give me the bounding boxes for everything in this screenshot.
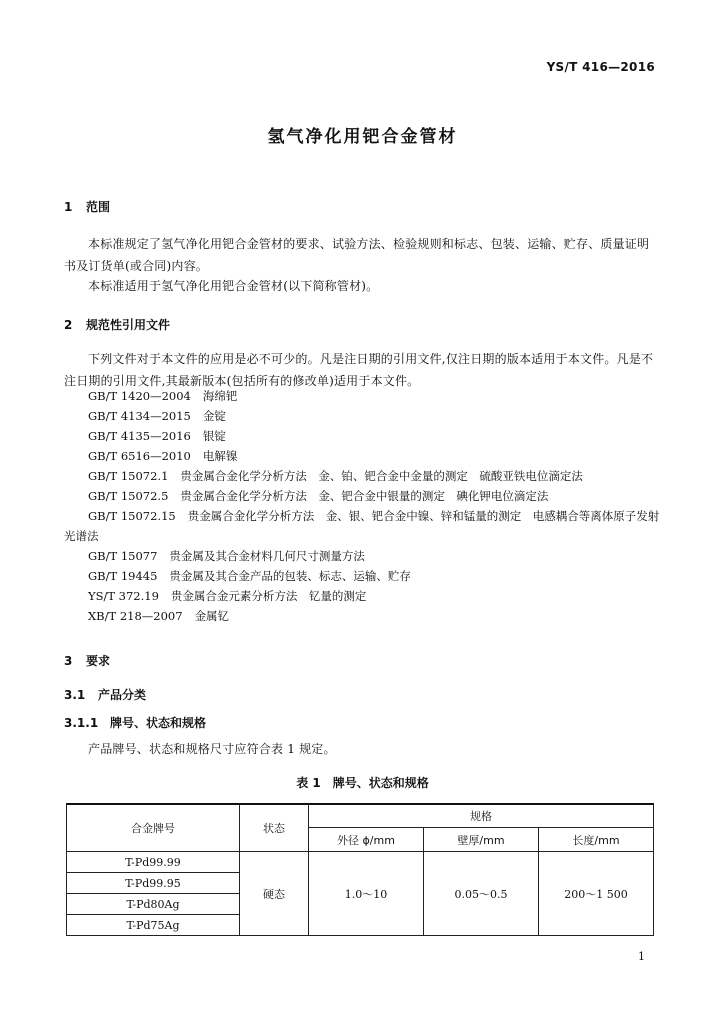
header-alloy: 合金牌号 — [67, 804, 240, 852]
section-title: 产品分类 — [98, 688, 147, 702]
reference-item: GB/T 15077 贵金属及其合金材料几何尺寸测量方法 — [88, 549, 365, 563]
section-number: 3.1.1 — [64, 716, 99, 730]
section-number: 3 — [64, 654, 73, 668]
reference-list — [64, 386, 664, 626]
reference-item: GB/T 6516—2010 电解镍 — [88, 449, 238, 463]
table-reference-text: 产品牌号、状态和规格尺寸应符合表 1 规定。 — [88, 742, 336, 756]
reference-item: GB/T 1420—2004 海绵钯 — [88, 389, 238, 403]
reference-item: GB/T 4135—2016 银锭 — [88, 429, 226, 443]
header-wall-thickness: 壁厚/mm — [424, 828, 539, 852]
section-2-heading — [64, 316, 170, 333]
standard-number: YS/T 416—2016 — [546, 60, 655, 74]
alloy-cell: T-Pd99.95 — [67, 873, 240, 894]
document-title: 氢气净化用钯合金管材 — [267, 127, 458, 147]
reference-item: GB/T 15072.5 贵金属合金化学分析方法 金、钯合金中银量的测定 碘化钾电位滴定法 — [88, 489, 549, 503]
table-caption: 表 1 牌号、状态和规格 — [296, 776, 429, 790]
section-3-heading — [64, 652, 110, 669]
scope-paragraph-1: 本标准规定了氢气净化用钯合金管材的要求、试验方法、检验规则和标志、包装、运输、贮存、质量证明书及订货单(或合同)内容。 — [64, 237, 650, 273]
wall-cell: 0.05～0.5 — [424, 852, 539, 936]
section-title: 要求 — [86, 654, 111, 668]
section-number: 3.1 — [64, 688, 86, 702]
length-cell: 200～1 500 — [539, 852, 654, 936]
section-title: 规范性引用文件 — [86, 318, 171, 332]
section-3-1-heading — [64, 686, 146, 703]
alloy-cell: T-Pd99.99 — [67, 852, 240, 873]
table-row — [67, 852, 654, 873]
page-number: 1 — [638, 950, 645, 963]
section-number: 1 — [64, 200, 73, 214]
header-spec: 规格 — [309, 804, 654, 828]
scope-paragraph-2: 本标准适用于氢气净化用钯合金管材(以下简称管材)。 — [88, 279, 379, 293]
reference-item: YS/T 372.19 贵金属合金元素分析方法 钇量的测定 — [88, 589, 367, 603]
references-intro: 下列文件对于本文件的应用是必不可少的。凡是注日期的引用文件,仅注日期的版本适用于本文件。凡是不注日期的引用文件,其最新版本(包括所有的修改单)适用于本文件。 — [64, 352, 654, 388]
reference-item: GB/T 19445 贵金属及其合金产品的包装、标志、运输、贮存 — [88, 569, 411, 583]
reference-item: GB/T 4134—2015 金锭 — [88, 409, 226, 423]
section-1-heading — [64, 198, 110, 215]
reference-item: GB/T 15072.1 贵金属合金化学分析方法 金、铂、钯合金中金量的测定 硫酸亚铁电位滴定法 — [88, 469, 583, 483]
od-cell: 1.0～10 — [309, 852, 424, 936]
alloy-cell: T-Pd75Ag — [67, 915, 240, 936]
header-outer-diameter: 外径 ϕ/mm — [309, 828, 424, 852]
section-3-1-1-heading — [64, 714, 206, 731]
reference-item: GB/T 15072.15 贵金属合金化学分析方法 金、银、钯合金中镍、锌和锰量的测定 电感耦合等离体原子发射光谱法 — [64, 509, 660, 543]
section-title: 牌号、状态和规格 — [110, 716, 207, 730]
reference-item: XB/T 218—2007 金属钇 — [88, 609, 230, 623]
section-title: 范围 — [86, 200, 111, 214]
state-cell: 硬态 — [240, 852, 309, 936]
section-number: 2 — [64, 318, 73, 332]
header-state: 状态 — [240, 804, 309, 852]
alloy-cell: T-Pd80Ag — [67, 894, 240, 915]
spec-table — [66, 803, 654, 936]
header-length: 长度/mm — [539, 828, 654, 852]
